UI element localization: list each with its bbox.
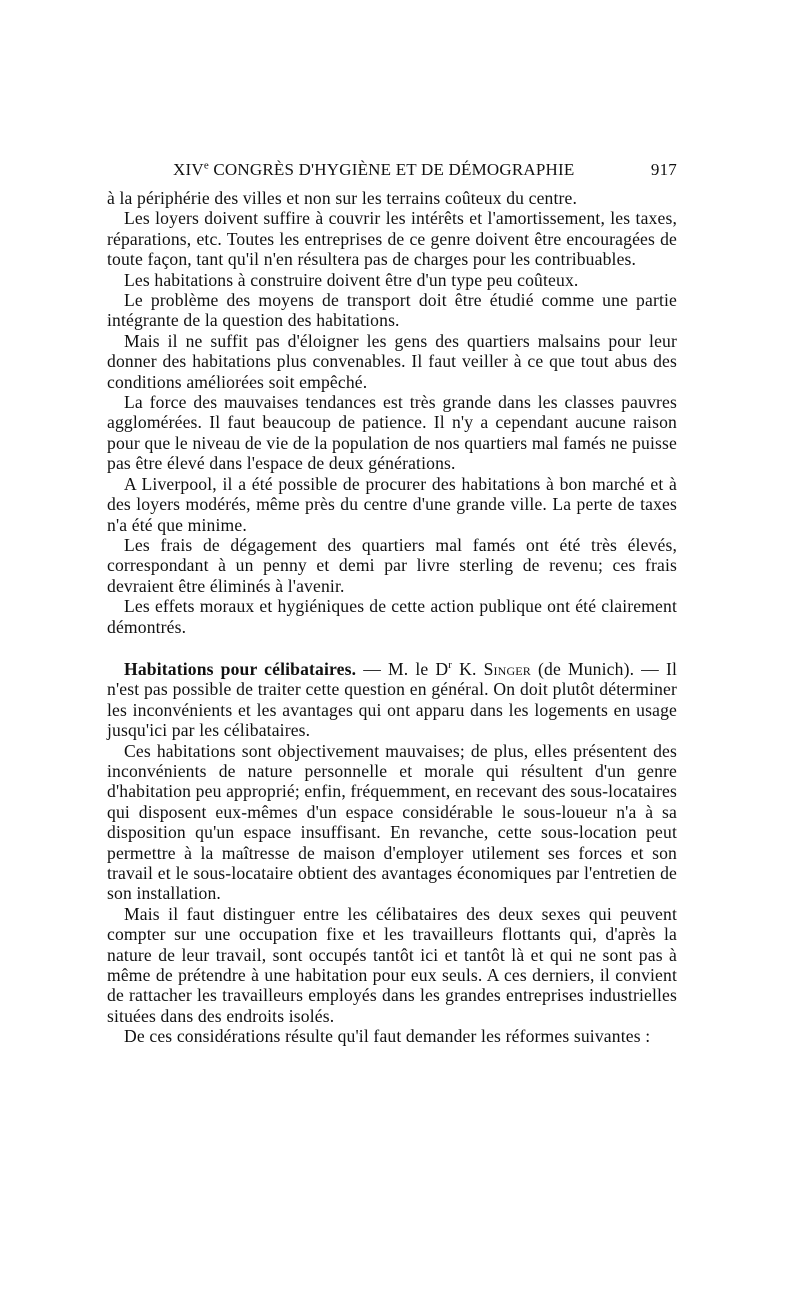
author-initial: K. [452,658,484,679]
paragraph: De ces considérations résulte qu'il faut demander les réformes suivantes : [124,1026,651,1047]
paragraph: Les habitations à construire doivent être d'un type peu coûteux. [124,269,579,290]
paragraph: A Liverpool, il a été possible de procurer des habitations à bon marché et à des loyers modérés, même près du centre d'une grande ville. La perte de taxes n'a été que minime. [107,473,677,535]
body-text-top [107,188,677,637]
paragraph: Mais il ne suffit pas d'éloigner les gens des quartiers malsains pour leur donner des habitations plus convenables. Il faut veiller à ce que tout abus des conditions améliorées soit empêché. [107,330,677,392]
paragraph: Ces habitations sont objectivement mauvaises; de plus, elles présentent des inconvénients de nature personnelle et morale qui résultent d'un genre d'habitation peu approprié; enfin, fréquemment, en recevant des sous-locataires qui disposent eux-mêmes d'un espace considérable le sous-loueur n'a à sa disposition qu'un espace insuffisant. En revanche, cette sous-location peut permettre à la maîtresse de maison d'employer utilement ses forces et son travail et le sous-locataire obtient des avantages économiques par l'entretien de son installation. [107,740,677,904]
section-gap [107,637,677,659]
running-title-text: CONGRÈS D'HYGIÈNE ET DE DÉMOGRAPHIE [208,160,575,179]
section-paragraph [107,659,677,741]
paragraph: Les loyers doivent suffire à couvrir les intérêts et l'amortissement, les taxes, réparations, etc. Toutes les entreprises de ce genre doivent être encouragées de toute façon, tant qu'il n'en résultera pas de charges pour les contribuables. [107,208,677,270]
body-text-section [107,659,677,1047]
page-number: 917 [650,160,677,179]
author-name: Singer [483,658,531,679]
section-body: (de Munich). — Il n'est pas possible de traiter cette question en général. On doit plutôt déterminer les inconvénients et les avantages qui ont apparu dans les logements en usage jusqu'ici par les célibataires. [107,658,677,741]
section-heading: Habitations pour célibataires. [124,658,357,679]
running-title-superscript: e [203,159,209,172]
paragraph: Mais il faut distinguer entre les célibataires des deux sexes qui peuvent compter sur une occupation fixe et les travailleurs flottants qui, d'après la nature de leur travail, sont occupés tantôt ici et tantôt là et qui ne sont pas à même de prétendre à une habitation pour eux seuls. A ces derniers, il convient de rattacher les travailleurs employés dans les grandes entreprises industrielles situées dans des endroits isolés. [107,903,677,1026]
paragraph: Le problème des moyens de transport doit être étudié comme une partie intégrante de la question des habitations. [107,290,677,331]
paragraph: à la périphérie des villes et non sur les terrains coûteux du centre. [107,188,578,208]
paragraph: Les effets moraux et hygiéniques de cette action publique ont été clairement démontrés. [107,596,677,637]
running-title-prefix: XIV [173,160,204,179]
dr-superscript: r [448,659,453,672]
page-header [107,160,677,188]
section-intro: — M. le D [356,658,449,679]
paragraph: Les frais de dégagement des quartiers mal famés ont été très élevés, correspondant à un penny et demi par livre sterling de revenu; ces frais devraient être éliminés à l'avenir. [107,534,677,596]
running-title [173,160,574,180]
paragraph: La force des mauvaises tendances est très grande dans les classes pauvres agglomérées. Il faut beaucoup de patience. Il n'y a cependant aucune raison pour que le niveau de vie de la population de nos quartiers mal famés ne puisse pas être élevé dans l'espace de deux générations. [107,392,677,474]
document-page [107,160,677,1047]
